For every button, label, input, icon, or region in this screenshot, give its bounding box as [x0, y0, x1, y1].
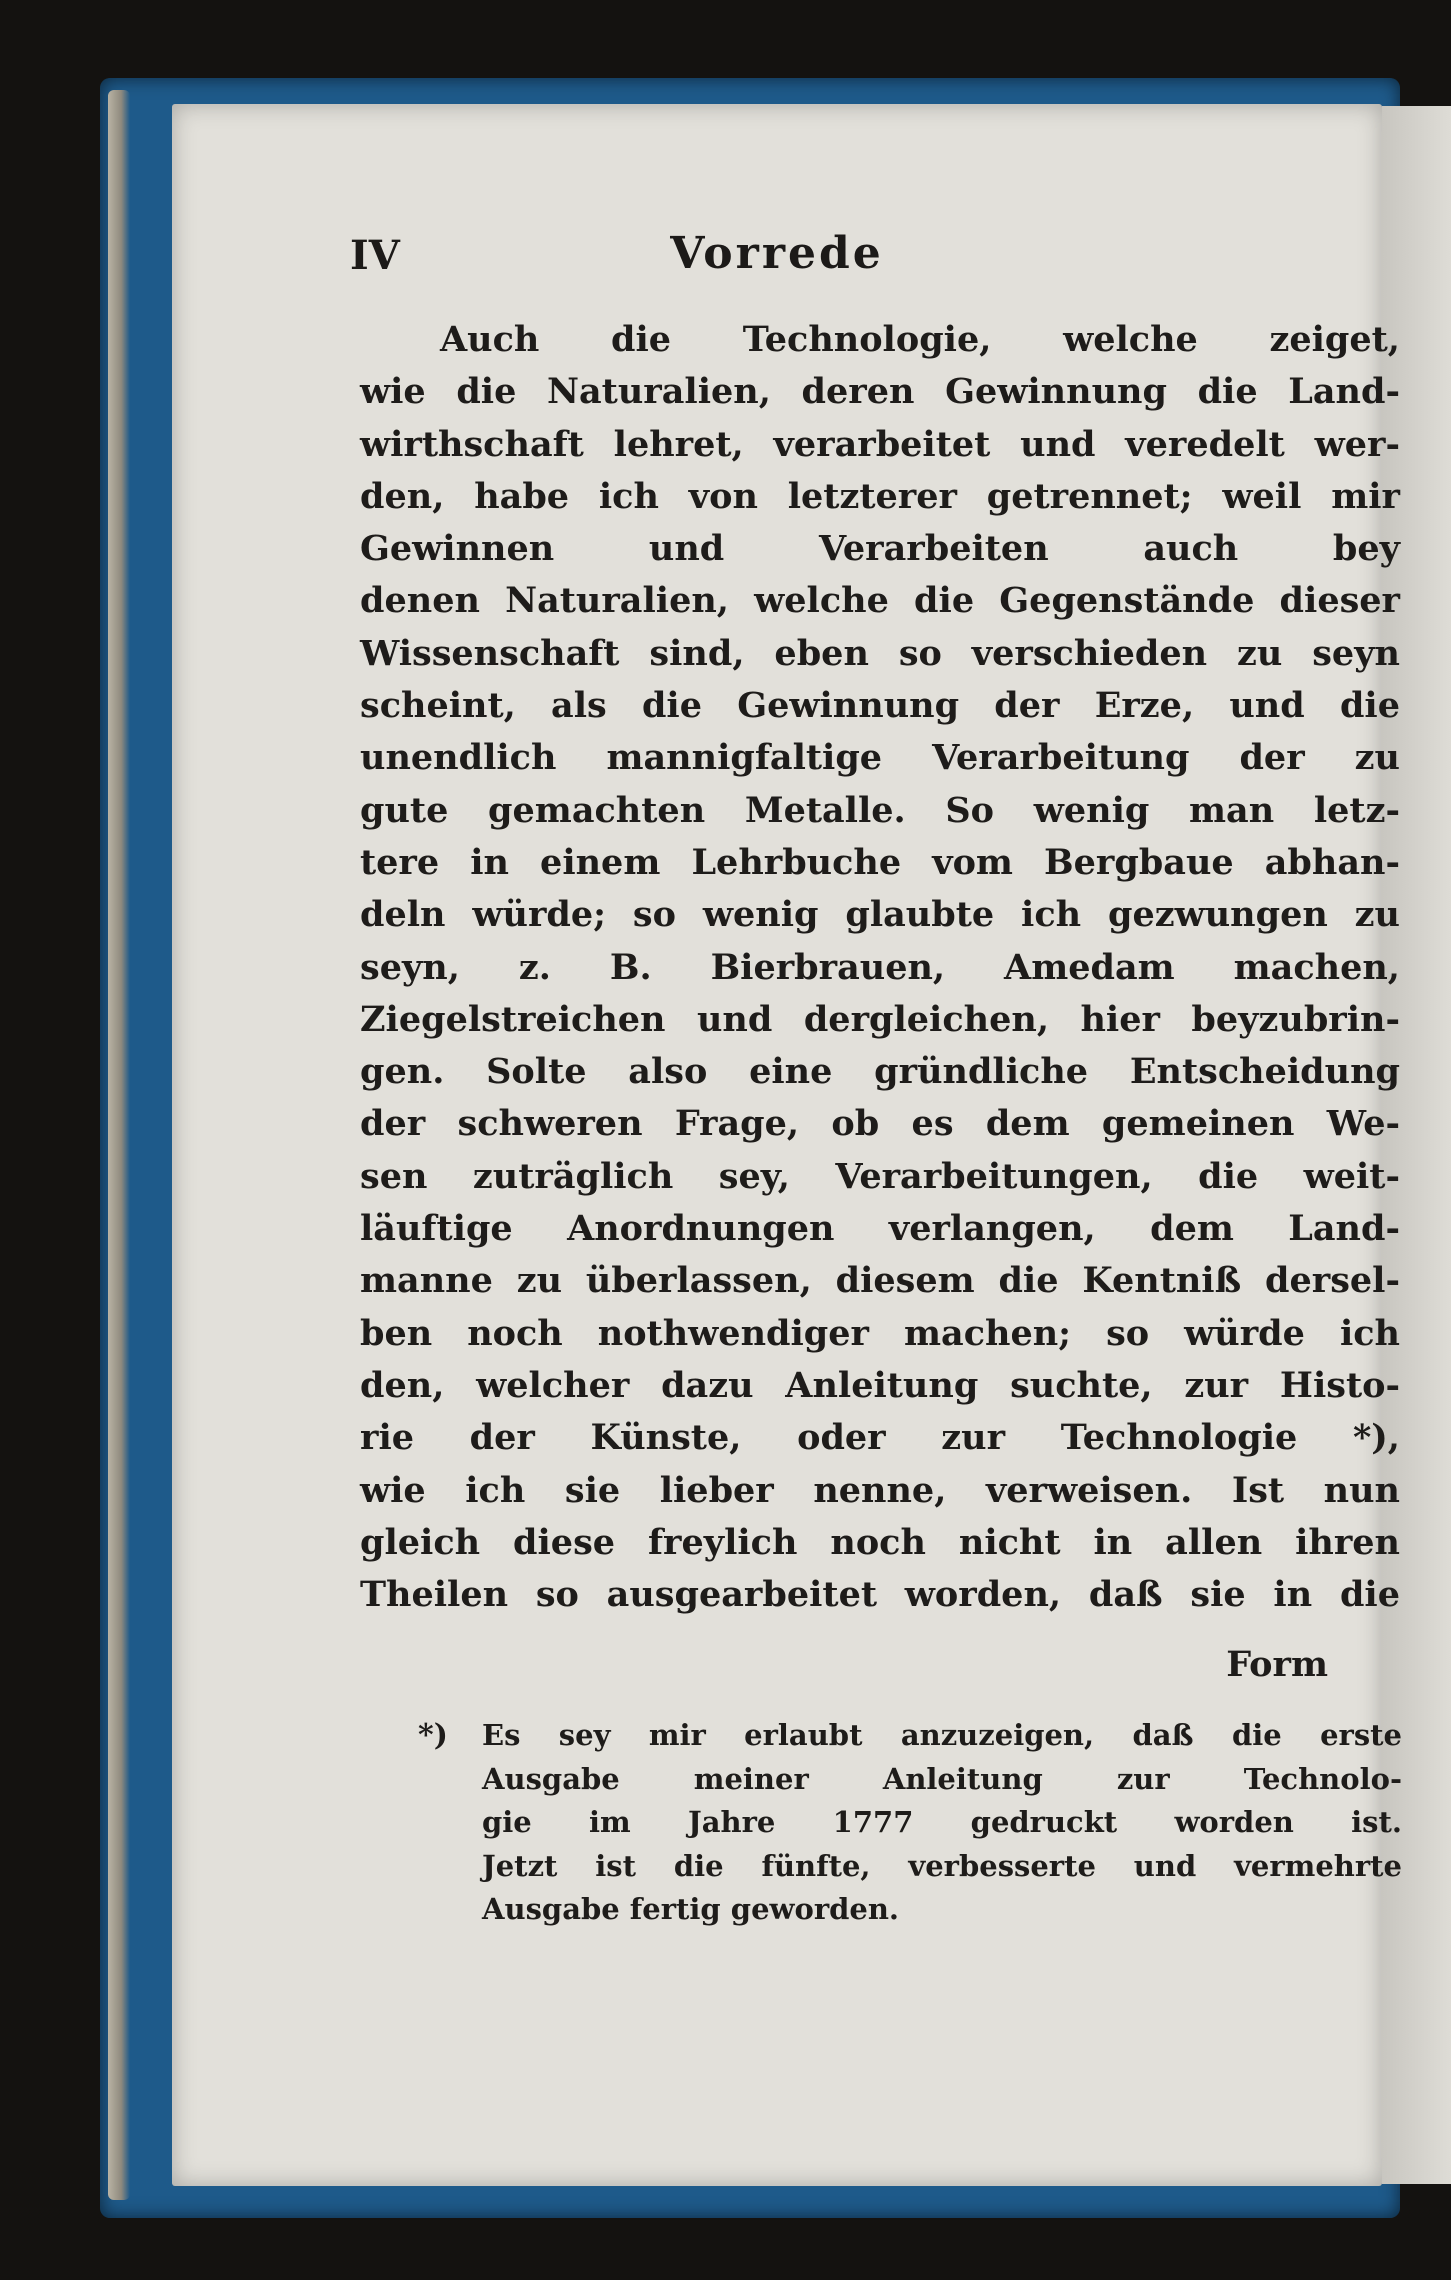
footnote-line: Ausgabe fertig geworden. [482, 1892, 900, 1926]
body-line: wirthschaft lehret, verarbeitet und veredelt wer- [360, 423, 1400, 465]
footnote-body [482, 1714, 1402, 1932]
body-line: Wissenschaft sind, eben so verschieden zu seyn [360, 632, 1400, 674]
footnote-line: Ausgabe meiner Anleitung zur Technolo- [482, 1761, 1402, 1796]
body-line: Auch die Technologie, welche zeiget, [440, 319, 1400, 360]
body-line: sen zuträglich sey, Verarbeitungen, die weit- [360, 1155, 1400, 1197]
footnote-line: Es sey mir erlaubt anzuzeigen, daß die erste [482, 1718, 1402, 1752]
body-line: unendlich mannigfaltige Verarbeitung der zu [360, 737, 1400, 779]
body-line: wie ich sie lieber nenne, verweisen. Ist nun [360, 1469, 1400, 1511]
body-text [360, 314, 1400, 1621]
running-head: Vorrede [670, 228, 884, 279]
body-line: Theilen so ausgearbeitet worden, daß sie in die [360, 1574, 1400, 1616]
book-page [172, 104, 1402, 2186]
body-line: scheint, als die Gewinnung der Erze, und die [360, 685, 1400, 727]
body-line: läuftige Anordnungen verlangen, dem Land- [360, 1208, 1400, 1250]
footnote-line: gie im Jahre 1777 gedruckt worden ist. [482, 1805, 1402, 1839]
body-line: deln würde; so wenig glaubte ich gezwungen zu [360, 894, 1400, 936]
body-line: wie die Naturalien, deren Gewinnung die Land- [360, 371, 1400, 413]
footnote-marker: *) [418, 1718, 448, 1753]
body-line: tere in einem Lehrbuche vom Bergbaue abhan- [360, 841, 1400, 883]
body-line: Gewinnen und Verarbeiten auch bey [360, 528, 1400, 570]
catchword: Form [1226, 1644, 1328, 1685]
body-line: seyn, z. B. Bierbrauen, Amedam machen, [360, 946, 1400, 988]
body-line: gute gemachten Metalle. So wenig man letz- [360, 789, 1400, 831]
cover-edge [108, 90, 130, 2200]
body-line: ben noch nothwendiger machen; so würde ich [360, 1312, 1400, 1354]
body-line: den, welcher dazu Anleitung suchte, zur Histo- [360, 1364, 1400, 1406]
body-line: rie der Künste, oder zur Technologie *), [360, 1417, 1400, 1459]
body-line: manne zu überlassen, diesem die Kentniß dersel- [360, 1260, 1400, 1302]
footnote-line: Jetzt ist die fünfte, verbesserte und vermehrte [482, 1848, 1402, 1883]
body-line: denen Naturalien, welche die Gegenstände dieser [360, 580, 1400, 622]
body-line: der schweren Frage, ob es dem gemeinen We- [360, 1103, 1400, 1145]
page-number: IV [350, 232, 400, 279]
body-line: Ziegelstreichen und dergleichen, hier beyzubrin- [360, 998, 1400, 1040]
body-line: gleich diese freylich noch nicht in allen ihren [360, 1521, 1400, 1563]
body-line: den, habe ich von letzterer getrennet; weil mir [360, 475, 1400, 517]
body-line: gen. Solte also eine gründliche Entscheidung [360, 1051, 1400, 1093]
